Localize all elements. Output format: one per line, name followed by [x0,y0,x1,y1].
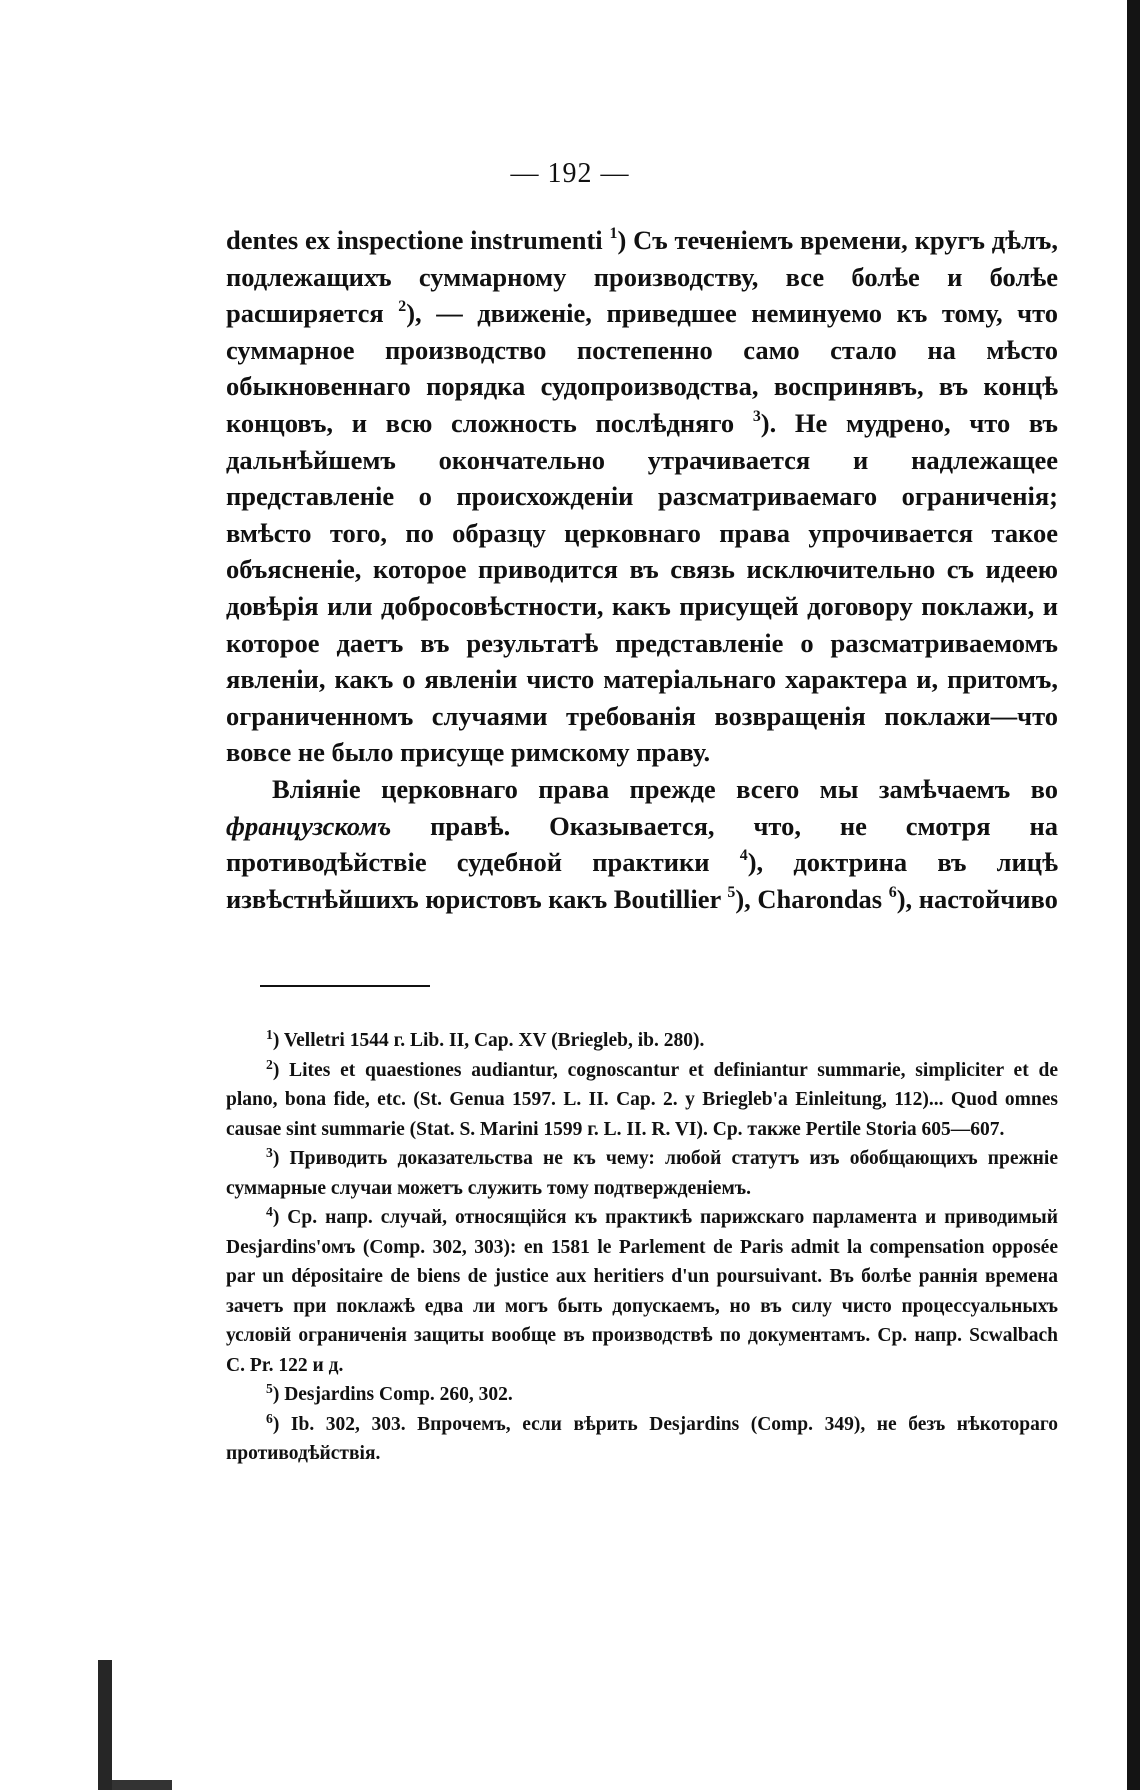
scan-edge-right [1127,0,1140,1790]
footnote-ref-3: 3 [752,407,761,425]
footnote-ref-6: 6 [888,883,897,901]
scan-edge-bottom-mark [112,1780,172,1790]
p2-italic-term: французскомъ [226,810,392,841]
footnote-2-text: ) Lites et quaestiones audiantur, cognoscantur et definiantur summarie, simpliciter et de plano, bona fide, etc. (St. Genua 1597. L. II. Cap. 2. у Briegleb'a Einleitung, 112)... Quod omnes causae sint summarie (Stat. S. Marini 1599 г. L. II. R. VI). Ср. также Pertile Storia 605—607. [226,1059,1058,1140]
p1-text-4: ). Не мудрено, что въ дальнѣйшемъ окончательно утрачивается и надлежащее представленіе о происхожденіи разсматриваемаго ограниченія; вмѣсто того, по образцу церковнаго права упрочивается такое объясненіе, которое приводится въ связь исключительно съ идеею довѣрія или добросовѣстности, какъ присущей договору поклажи, и которое даетъ въ результатѣ представленіе о разсматриваемомъ явленіи, какъ о явленіи чисто матеріальнаго характера и, притомъ, ограниченномъ случаями требованія возвращенія поклажи—что вовсе не было присуще римскому праву. [226,407,1059,768]
footnotes [226,1026,1058,1469]
p2-text-3: ), доктрина въ лицѣ извѣстнѣйшихъ юристовъ какъ Boutillier [226,847,1058,914]
footnote-4-text: ) Ср. напр. случай, относящійся къ практикѣ парижскаго парламента и приводимый Desjardins'омъ (Comp. 302, 303): en 1581 le Parlement de Paris admit la compensation opposée par un dépositaire de biens de justice aux heritiers d'un poursuivant. Въ болѣе раннія времена зачетъ при поклажѣ едва ли могъ быть допускаемъ, но въ силу чисто процессуальныхъ условій ограниченія защиты вообще въ производствѣ по документамъ. Ср. напр. Scwalbach C. Pr. 122 и д. [226,1207,1058,1376]
p2-text-4: ), Charondas [735,883,889,914]
paragraph-1 [226,222,1058,771]
footnote-4 [226,1203,1058,1380]
p2-text-1: Вліяніе церковнаго права прежде всего мы замѣчаемъ во [272,773,1058,804]
footnote-4-mark: 4 [266,1204,273,1220]
footnote-3 [226,1144,1058,1203]
footnote-5-mark: 5 [266,1381,273,1397]
footnote-1 [226,1026,1058,1056]
footnote-ref-2: 2 [398,298,407,316]
p2-text-5: ), настойчиво [896,883,1058,914]
footnote-3-mark: 3 [266,1145,273,1161]
paragraph-2 [226,771,1058,917]
footnote-1-mark: 1 [266,1027,273,1043]
p1-text-1: dentes ex inspectione instrumenti [226,225,610,255]
p1-text-3: ), — движеніе, приведшее неминуемо къ тому, что суммарное производство постепенно само стало на мѣсто обыкновеннаго порядка судопроизводства, воспринявъ, въ концѣ концовъ, и всю сложность послѣдняго [226,298,1058,438]
footnote-6 [226,1410,1058,1469]
footnote-2-mark: 2 [266,1056,273,1072]
footnote-2 [226,1056,1058,1145]
footnote-1-text: ) Velletri 1544 г. Lib. II, Cap. XV (Briegleb, ib. 280). [272,1030,705,1051]
scan-edge-bottom [98,1660,112,1790]
footnote-ref-1: 1 [609,224,618,242]
footnote-ref-4: 4 [739,846,748,864]
footnote-3-text: ) Приводить доказательства не къ чему: любой статутъ изъ обобщающихъ прежніе суммарные случаи можетъ служить тому подтвержденіемъ. [226,1148,1058,1199]
main-text [226,222,1058,917]
footnote-5-text: ) Desjardins Comp. 260, 302. [272,1384,513,1405]
footnote-5 [226,1380,1058,1410]
page-number: — 192 — [510,158,630,189]
footnote-ref-5: 5 [727,883,736,901]
footnote-divider [260,985,430,987]
p2-text-2: правѣ. Оказывается, что, не смотря на противодѣйствіе судебной практики [226,810,1058,878]
footnote-6-mark: 6 [266,1410,273,1426]
p1-text-2: ) Съ теченіемъ времени, кругъ дѣлъ, подлежащихъ суммарному производству, все болѣе и болѣе расширяется [226,225,1059,329]
footnote-6-text: ) Ib. 302, 303. Впрочемъ, если вѣрить Desjardins (Comp. 349), не безъ нѣкотораго противодѣйствія. [226,1413,1058,1464]
